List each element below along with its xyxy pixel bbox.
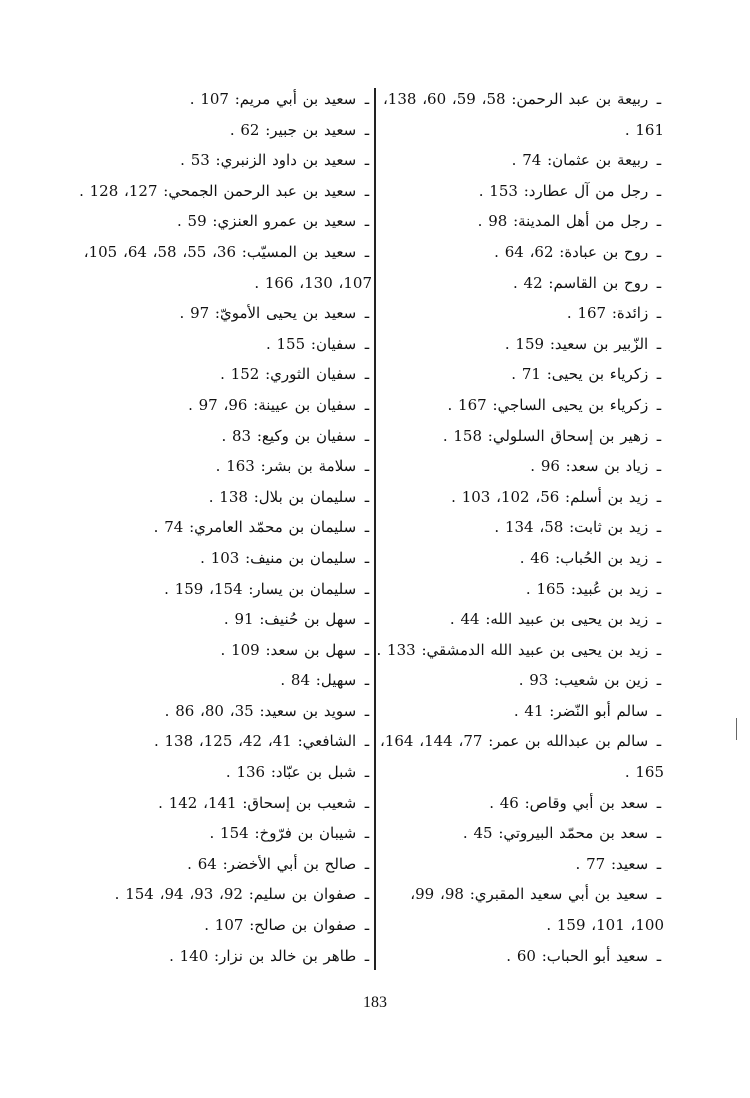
entry-text: سلامة بن بشر: 163 . xyxy=(215,457,357,476)
index-entry xyxy=(374,176,664,207)
entry-dash: ـ xyxy=(364,304,370,323)
entry-dash: ـ xyxy=(656,365,662,384)
entry-text: سهيل: 84 . xyxy=(280,671,357,690)
column-divider xyxy=(374,88,376,970)
entry-dash: ـ xyxy=(364,763,370,782)
index-entry xyxy=(78,604,372,635)
entry-dash: ـ xyxy=(656,824,662,843)
entry-dash: ـ xyxy=(656,946,662,965)
entry-dash: ـ xyxy=(656,854,662,873)
entry-dash: ـ xyxy=(656,212,662,231)
entry-text: روح بن عبادة: 62، 64 . xyxy=(494,242,649,261)
entry-text: سليمان بن يسار: 154، 159 . xyxy=(164,579,357,598)
index-entry xyxy=(374,818,664,849)
entry-text: صفوان بن صالح: 107 . xyxy=(204,916,357,935)
entry-dash: ـ xyxy=(656,304,662,323)
entry-text: زهير بن إسحاق السلولي: 158 . xyxy=(442,426,649,445)
index-entry xyxy=(374,941,664,972)
entry-dash: ـ xyxy=(364,334,370,353)
index-entry xyxy=(374,665,664,696)
entry-dash: ـ xyxy=(656,885,662,904)
entry-text: سعيد بن أبي مريم: 107 . xyxy=(189,90,357,108)
entry-dash: ـ xyxy=(364,946,370,965)
entry-text: رجل من آل عطارد: 153 . xyxy=(478,181,649,200)
index-entry xyxy=(78,115,372,146)
index-entry xyxy=(78,635,372,666)
entry-text: زكرياء بن يحيى الساجي: 167 . xyxy=(447,395,649,414)
entry-text: سعيد بن المسيّب: 36، 55، 58، 64، 105، 107، 130، 166 . xyxy=(83,242,372,292)
entry-dash: ـ xyxy=(364,181,370,200)
index-entry xyxy=(78,237,372,298)
index-entry xyxy=(374,359,664,390)
index-entry xyxy=(374,390,664,421)
entry-text: ربيعة بن عبد الرحمن: 58، 59، 60، 138، 161 . xyxy=(382,90,664,139)
entry-dash: ـ xyxy=(656,242,662,261)
entry-text: سفيان: 155 . xyxy=(265,334,357,353)
entry-dash: ـ xyxy=(364,487,370,506)
entry-text: سهل بن سعد: 109 . xyxy=(220,640,357,659)
entry-dash: ـ xyxy=(364,395,370,414)
index-entry xyxy=(78,726,372,757)
entry-dash: ـ xyxy=(656,579,662,598)
index-entry xyxy=(374,604,664,635)
index-entry xyxy=(78,329,372,360)
entry-text: ربيعة بن عثمان: 74 . xyxy=(511,151,649,170)
entry-dash: ـ xyxy=(364,916,370,935)
entry-text: رجل من أهل المدينة: 98 . xyxy=(477,212,649,231)
index-entry xyxy=(78,910,372,941)
entry-dash: ـ xyxy=(364,579,370,598)
entry-text: صالح بن أبي الأخضر: 64 . xyxy=(187,854,357,873)
index-entry xyxy=(374,726,664,787)
index-entry xyxy=(78,206,372,237)
entry-dash: ـ xyxy=(656,334,662,353)
index-entry xyxy=(374,298,664,329)
entry-text: سفيان بن عيينة: 96، 97 . xyxy=(188,395,357,414)
index-entry xyxy=(78,145,372,176)
entry-text: زياد بن سعد: 96 . xyxy=(530,457,649,476)
index-entry xyxy=(78,665,372,696)
entry-text: صفوان بن سليم: 92، 93، 94، 154 . xyxy=(114,885,357,904)
entry-dash: ـ xyxy=(656,487,662,506)
index-entry xyxy=(78,512,372,543)
index-entry xyxy=(374,145,664,176)
index-entry xyxy=(374,206,664,237)
index-entry xyxy=(374,635,664,666)
entry-dash: ـ xyxy=(364,854,370,873)
entry-text: سعد بن محمّد البيروتي: 45 . xyxy=(462,824,649,843)
entry-text: سالم أبو النّضر: 41 . xyxy=(513,701,649,720)
entry-dash: ـ xyxy=(656,151,662,170)
entry-text: روح بن القاسم: 42 . xyxy=(513,273,649,292)
index-entry xyxy=(374,849,664,880)
entry-dash: ـ xyxy=(364,824,370,843)
entry-dash: ـ xyxy=(364,885,370,904)
entry-dash: ـ xyxy=(364,671,370,690)
entry-text: سفيان بن وكيع: 83 . xyxy=(221,426,357,445)
entry-text: زائدة: 167 . xyxy=(566,304,649,323)
index-entry xyxy=(78,421,372,452)
index-entry xyxy=(374,268,664,299)
entry-text: سعيد: 77 . xyxy=(575,854,649,873)
index-entry xyxy=(374,482,664,513)
index-entry xyxy=(78,849,372,880)
entry-dash: ـ xyxy=(656,610,662,629)
index-column-left xyxy=(78,84,372,971)
entry-dash: ـ xyxy=(364,518,370,537)
entry-dash: ـ xyxy=(656,732,662,751)
entry-text: سعيد بن عبد الرحمن الجمحي: 127، 128 . xyxy=(79,181,357,200)
index-entry xyxy=(78,574,372,605)
entry-text: سليمان بن محمّد العامري: 74 . xyxy=(153,518,357,537)
index-entry xyxy=(374,696,664,727)
entry-dash: ـ xyxy=(364,212,370,231)
entry-text: الزّبير بن سعيد: 159 . xyxy=(504,334,649,353)
index-entry xyxy=(78,84,372,115)
entry-text: زيد بن ثابت: 58، 134 . xyxy=(494,518,649,537)
index-entry xyxy=(78,941,372,972)
index-entry xyxy=(374,84,664,145)
entry-text: سعيد بن يحيى الأمويّ: 97 . xyxy=(179,304,357,323)
entry-dash: ـ xyxy=(364,793,370,812)
entry-dash: ـ xyxy=(656,671,662,690)
entry-dash: ـ xyxy=(364,640,370,659)
entry-text: سعيد بن عمرو العنزي: 59 . xyxy=(176,212,357,231)
page-edge-mark xyxy=(736,718,737,740)
entry-dash: ـ xyxy=(364,548,370,567)
index-entry xyxy=(78,788,372,819)
index-entry xyxy=(374,421,664,452)
entry-dash: ـ xyxy=(656,640,662,659)
index-entry xyxy=(78,298,372,329)
index-entry xyxy=(374,543,664,574)
entry-dash: ـ xyxy=(656,701,662,720)
entry-dash: ـ xyxy=(656,395,662,414)
entry-dash: ـ xyxy=(656,90,662,108)
entry-text: سعيد بن أبي سعيد المقبري: 98، 99، 100، 101، 159 . xyxy=(410,885,664,935)
entry-text: سعيد بن داود الزنبري: 53 . xyxy=(180,151,357,170)
entry-dash: ـ xyxy=(364,365,370,384)
entry-dash: ـ xyxy=(364,120,370,139)
entry-text: سليمان بن بلال: 138 . xyxy=(208,487,357,506)
entry-text: سعد بن أبي وقاص: 46 . xyxy=(489,793,649,812)
index-entry xyxy=(78,818,372,849)
page-number: 183 xyxy=(363,994,387,1011)
entry-dash: ـ xyxy=(364,610,370,629)
entry-dash: ـ xyxy=(656,426,662,445)
index-entry xyxy=(78,879,372,910)
entry-text: زيد بن يحيى بن عبيد الله الدمشقي: 133 . xyxy=(376,640,649,659)
entry-text: سعيد بن جبير: 62 . xyxy=(229,120,357,139)
entry-dash: ـ xyxy=(656,548,662,567)
entry-text: زكرياء بن يحيى: 71 . xyxy=(511,365,649,384)
entry-dash: ـ xyxy=(656,181,662,200)
entry-text: سفيان الثوري: 152 . xyxy=(220,365,357,384)
index-entry xyxy=(78,176,372,207)
entry-dash: ـ xyxy=(656,457,662,476)
index-entry xyxy=(78,757,372,788)
entry-dash: ـ xyxy=(364,242,370,261)
entry-text: سهل بن حُنيف: 91 . xyxy=(223,610,357,629)
index-entry xyxy=(78,543,372,574)
entry-dash: ـ xyxy=(364,90,370,108)
index-entry xyxy=(374,574,664,605)
entry-text: شبل بن عبّاد: 136 . xyxy=(225,763,357,782)
entry-dash: ـ xyxy=(656,793,662,812)
entry-text: طاهر بن خالد بن نزار: 140 . xyxy=(169,946,357,965)
entry-text: الشافعي: 41، 42، 125، 138 . xyxy=(153,732,357,751)
entry-text: سليمان بن منيف: 103 . xyxy=(200,548,357,567)
entry-text: سويد بن سعيد: 35، 80، 86 . xyxy=(164,701,357,720)
entry-text: زيد بن أسلم: 56، 102، 103 . xyxy=(451,487,649,506)
entry-dash: ـ xyxy=(364,732,370,751)
entry-text: سالم بن عبدالله بن عمر: 77، 144، 164، 165 . xyxy=(380,732,664,782)
index-entry xyxy=(78,451,372,482)
entry-dash: ـ xyxy=(364,701,370,720)
entry-dash: ـ xyxy=(364,151,370,170)
entry-text: شيبان بن فرّوخ: 154 . xyxy=(209,824,357,843)
entry-text: شعيب بن إسحاق: 141، 142 . xyxy=(158,793,357,812)
index-entry xyxy=(78,359,372,390)
entry-text: زيد بن الحُباب: 46 . xyxy=(519,548,649,567)
index-entry xyxy=(78,696,372,727)
entry-dash: ـ xyxy=(656,273,662,292)
index-entry xyxy=(374,879,664,940)
index-entry xyxy=(374,451,664,482)
entry-text: زيد بن يحيى بن عبيد الله: 44 . xyxy=(449,610,649,629)
index-entry xyxy=(374,237,664,268)
entry-text: زيد بن عُبيد: 165 . xyxy=(525,579,649,598)
index-entry xyxy=(374,788,664,819)
entry-text: سعيد أبو الحباب: 60 . xyxy=(506,946,649,965)
index-column-right xyxy=(374,84,664,971)
index-entry xyxy=(78,482,372,513)
index-entry xyxy=(78,390,372,421)
entry-dash: ـ xyxy=(656,518,662,537)
index-entry xyxy=(374,329,664,360)
entry-dash: ـ xyxy=(364,426,370,445)
entry-dash: ـ xyxy=(364,457,370,476)
entry-text: زين بن شعيب: 93 . xyxy=(518,671,649,690)
index-entry xyxy=(374,512,664,543)
